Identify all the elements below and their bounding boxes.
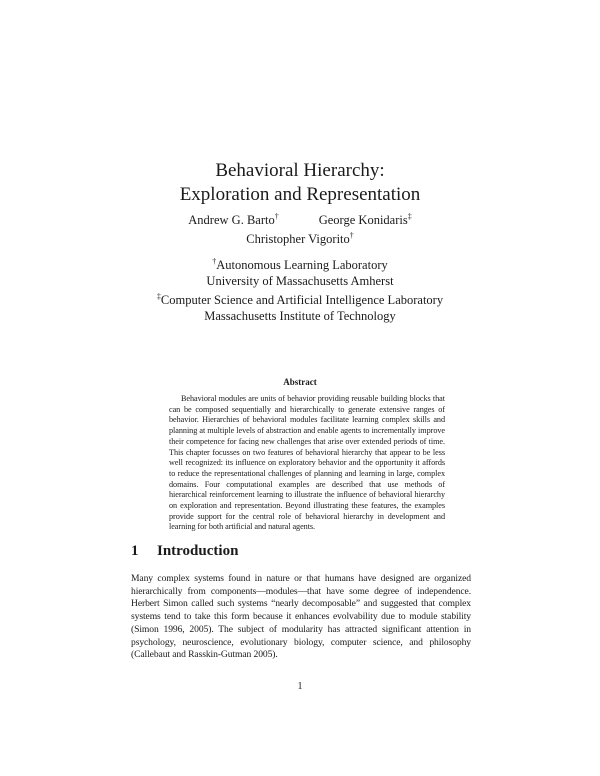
affiliation-mark: † <box>212 256 217 266</box>
affiliation-mark: ‡ <box>156 291 161 301</box>
section-title: Introduction <box>157 543 239 559</box>
title-line-1: Behavioral Hierarchy: <box>215 160 385 181</box>
abstract-heading: Abstract <box>283 377 317 387</box>
author-list <box>0 211 600 249</box>
section-heading <box>131 543 238 560</box>
section-body-text: Many complex systems found in nature or that humans have designed are organized hierarchically from components—modules—that have some degree of independence. Herbert Simon called such systems “nearly decomposable” and suggested that complex systems tend to take this form because it enhances evolvability due to module stability (Simon 1996, 2005). The subject of modularity has attracted significant attention in psychology, neuroscience, evolutionary biology, computer science, and philosophy (Callebaut and Rasskin-Gutman 2005). <box>131 573 471 661</box>
affiliation-mit <box>0 292 600 324</box>
paper-title <box>0 159 600 207</box>
author-konidaris: George Konidaris‡ <box>318 211 412 227</box>
author-mark: ‡ <box>407 211 412 221</box>
author-vigorito: Christopher Vigorito† <box>246 230 354 246</box>
affiliation-line: University of Massachusetts Amherst <box>206 274 394 288</box>
affiliation-line: Massachusetts Institute of Technology <box>204 309 396 323</box>
title-line-2: Exploration and Representation <box>179 184 421 205</box>
author-mark: † <box>274 211 279 221</box>
author-barto: Andrew G. Barto† <box>188 211 279 227</box>
page-number: 1 <box>297 681 303 692</box>
author-mark: † <box>349 230 354 240</box>
affiliation-line: Computer Science and Artificial Intelligence Laboratory <box>160 293 444 307</box>
section-number: 1 <box>131 543 139 559</box>
affiliation-umass <box>0 257 600 289</box>
abstract-text: Behavioral modules are units of behavior providing reusable building blocks that can be composed sequentially and hierarchically to generate extensive ranges of behavior. Hierarchies of behavioral modules facilitate learning complex skills and planning at multiple levels of abstraction and enable agents to incrementally improve their competence for facing new challenges that arise over extended periods of time. This chapter focusses on two features of behavioral hierarchy that appear to be less well recognized: its influence on exploratory behavior and the opportunity it affords to reduce the representational challenges of planning and learning in large, complex domains. Four computational examples are described that use methods of hierarchical reinforcement learning to illustrate the influence of behavioral hierarchy on exploration and representation. Beyond illustrating these features, the examples provide support for the central role of behavioral hierarchy in development and learning for both artificial and natural agents. <box>169 394 445 532</box>
affiliation-line: Autonomous Learning Laboratory <box>216 258 388 272</box>
